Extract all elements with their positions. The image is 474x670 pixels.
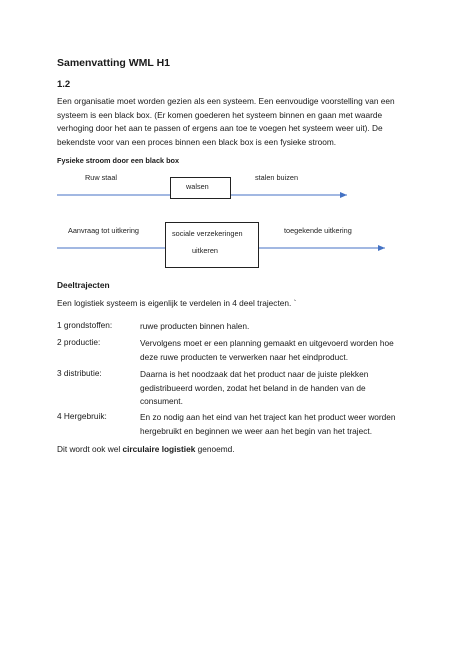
item-line: En zo nodig aan het eind van het traject kan het product weer worden [140, 412, 396, 422]
item-line: Daarna is het noodzaak dat het product naar de juiste plekken [140, 369, 369, 379]
closing-prefix: Dit wordt ook wel [57, 444, 123, 454]
section-number: 1.2 [57, 79, 71, 90]
item-label: 1 grondstoffen: [57, 320, 113, 330]
intro-line: bekendste voor van een proces binnen een black box is een fysieke stroom. [57, 136, 337, 147]
item-text [140, 411, 440, 438]
flow2-box-label-line1: sociale verzekeringen [172, 229, 243, 238]
deeltrajecten-intro: Een logistiek systeem is eigenlijk te verdelen in 4 deel trajecten. ` [57, 298, 297, 308]
black-box-walsen [170, 177, 231, 199]
closing-sentence [57, 444, 235, 454]
item-label: 4 Hergebruik: [57, 411, 107, 421]
flow1-output-label: stalen buizen [255, 173, 299, 182]
item-line: gedistribueerd worden, zodat het beland in de handen van de [140, 382, 366, 393]
flow2-output-label: toegekende uitkering [284, 226, 352, 235]
diagram-heading: Fysieke stroom door een black box [57, 156, 180, 165]
item-label: 3 distributie: [57, 368, 102, 378]
item-label: 2 productie: [57, 337, 101, 347]
document-title: Samenvatting WML H1 [57, 57, 170, 69]
flow2-input-label: Aanvraag tot uitkering [68, 226, 139, 235]
item-text [140, 368, 440, 409]
item-text [140, 320, 440, 334]
flow1-input-label: Ruw staal [85, 173, 118, 182]
item-line: ruwe producten binnen halen. [140, 321, 250, 331]
deeltrajecten-heading: Deeltrajecten [57, 280, 110, 290]
closing-suffix: genoemd. [195, 444, 235, 454]
item-line: consument. [140, 396, 183, 407]
flow2-box-label-line2: uitkeren [192, 246, 218, 255]
item-line: Vervolgens moet er een planning gemaakt en uitgevoerd worden hoe [140, 338, 394, 348]
item-line: deze ruwe producten te verwerken naar het eindproduct. [140, 351, 349, 362]
black-box-sociale-verzekeringen [165, 222, 259, 268]
intro-line: verhoging door het aan te passen of ergens aan toe te voegen het systeem weer uit). De [57, 123, 383, 134]
item-line: hergebruikt en beginnen we weer aan het begin van het traject. [140, 425, 373, 436]
closing-term: circulaire logistiek [122, 444, 196, 454]
flow1-box-label: walsen [186, 182, 209, 191]
intro-line: Een organisatie moet worden gezien als een systeem. Een eenvoudige voorstelling van een [57, 96, 395, 106]
item-text [140, 337, 440, 364]
intro-line: systeem is een black box. (Er komen goederen het systeem binnen en gaan met waarde [57, 109, 383, 120]
